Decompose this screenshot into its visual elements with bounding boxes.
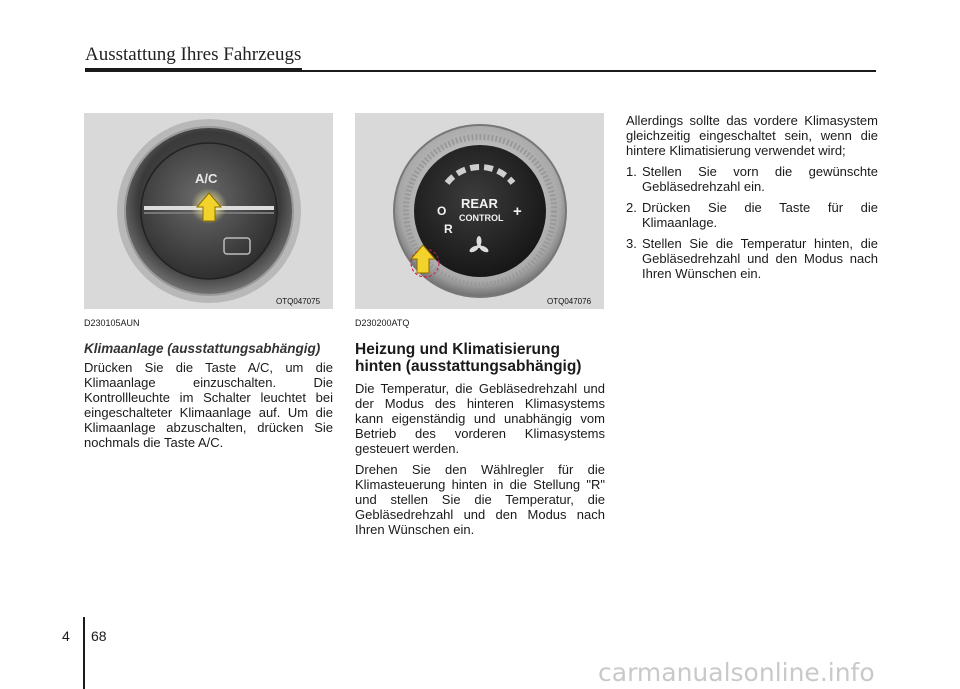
page-header-title: Ausstattung Ihres Fahrzeugs: [85, 44, 302, 65]
list-item: 2. Drücken Sie die Taste für die Klimaanlage.: [626, 200, 878, 230]
body-paragraph: Allerdings sollte das vordere Klimasystem gleichzeitig eingeschaltet sein, wenn die hintere Klimatisierung verwendet wird;: [626, 113, 878, 158]
ac-button-label: A/C: [195, 171, 218, 186]
figure-code-left: OTQ047075: [276, 297, 321, 306]
body-paragraph: Die Temperatur, die Gebläsedrehzahl und der Modus des hinteren Klimasystems kann eigenständig und unabhängig vom Betrieb des vorderen Klimasystems gesteuert werden.: [355, 381, 605, 456]
header-rule-thin: [302, 70, 876, 72]
column-middle: [355, 316, 605, 543]
watermark: carmanualsonline.info: [598, 658, 875, 687]
rear-control-knob-illustration: [355, 113, 604, 309]
list-item: 3. Stellen Sie die Temperatur hinten, die Gebläsedrehzahl und den Modus nach Ihren Wünschen ein.: [626, 236, 878, 281]
section-code: D230200ATQ: [355, 318, 410, 328]
chapter-number: 4: [62, 628, 70, 644]
knob-label-plus: +: [513, 203, 522, 220]
knob-title: REAR: [461, 196, 498, 211]
column-right: [626, 113, 878, 287]
figure-code-middle: OTQ047076: [547, 297, 592, 306]
body-paragraph: Drehen Sie den Wählregler für die Klimasteuerung hinten in die Stellung "R" und stellen Sie die Temperatur, die Gebläsedrehzahl und den Modus nach Ihren Wünschen ein.: [355, 462, 605, 537]
ac-dial-illustration: [84, 113, 333, 309]
section-subheading: Klimaanlage (ausstattungsabhängig): [84, 341, 321, 356]
footer-rule: [83, 617, 85, 689]
page-number: 68: [91, 628, 107, 644]
body-paragraph: Drücken Sie die Taste A/C, um die Klimaanlage einzuschalten. Die Kontrollleuchte im Schalter leuchtet bei eingeschalteter Klimaanlage auf. Um die Klimaanlage abzuschalten, drücken Sie nochmals die Taste A/C.: [84, 360, 333, 450]
header-rule-thick: [85, 68, 302, 72]
knob-subtitle: CONTROL: [459, 213, 504, 223]
knob-label-r: R: [444, 222, 453, 236]
steps-list: [626, 164, 878, 281]
list-item: 1. Stellen Sie vorn die gewünschte Gebläsedrehzahl ein.: [626, 164, 878, 194]
column-left: [84, 316, 333, 456]
section-code: D230105AUN: [84, 318, 140, 328]
knob-label-o: O: [437, 204, 447, 218]
section-heading: Heizung und Klimatisierung hinten (ausstattungsabhängig): [355, 341, 582, 375]
